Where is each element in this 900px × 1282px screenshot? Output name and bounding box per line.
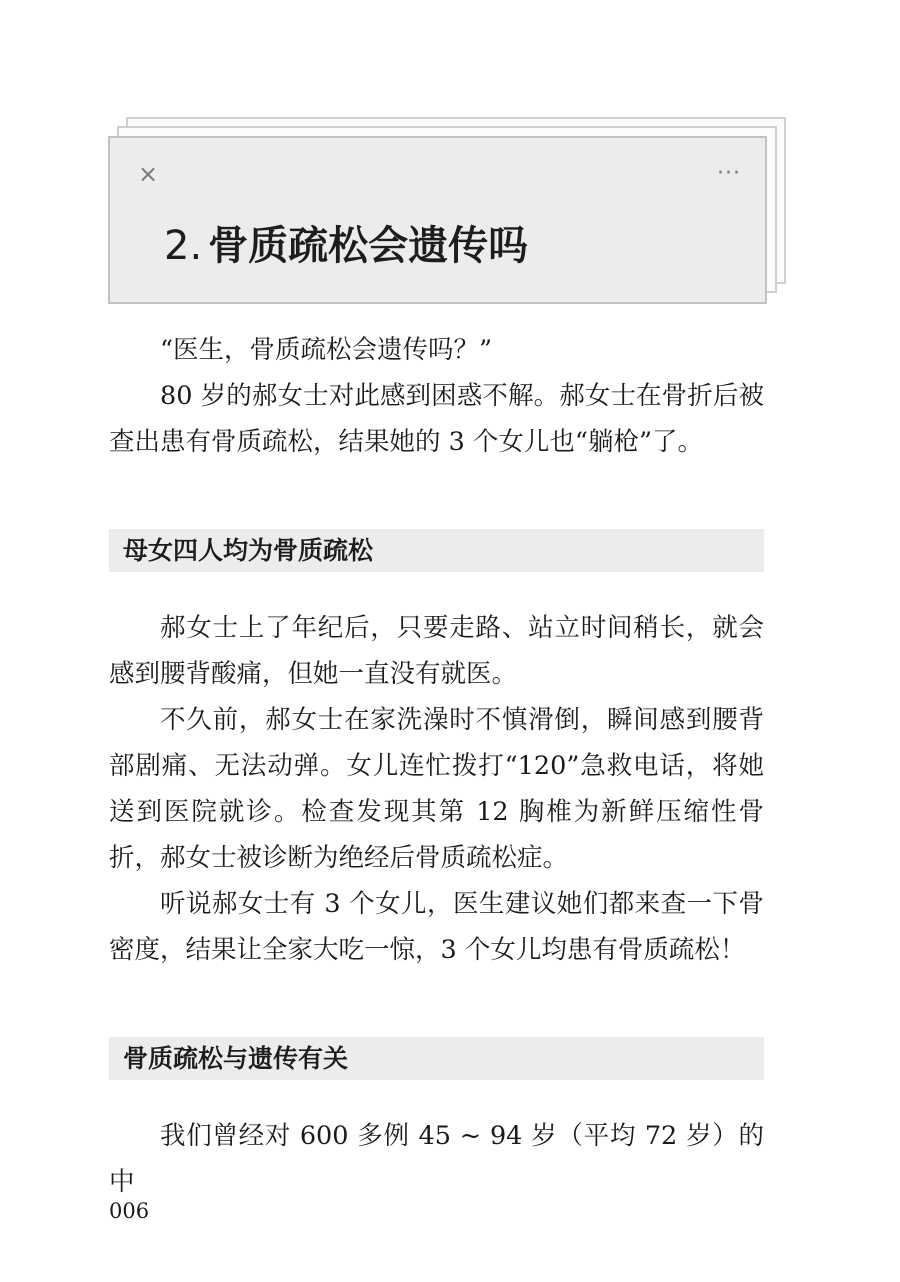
section-heading-bar [109,1037,764,1080]
section-heading: 母女四人均为骨质疏松 [123,536,374,565]
intro-paragraph: 80 岁的郝女士对此感到困惑不解。郝女士在骨折后被查出患有骨质疏松，结果她的 3 个女儿也“躺枪”了。 [109,381,764,457]
section-heading-bar [109,529,764,572]
chapter-title [164,220,528,272]
chapter-title-text: 骨质疏松会遗传吗 [208,223,529,269]
section-heading: 骨质疏松与遗传有关 [123,1044,349,1073]
chapter-title-card [108,136,767,304]
more-options-icon[interactable]: ··· [717,161,741,186]
chapter-number: 2. [164,223,203,269]
body-paragraph: 不久前，郝女士在家洗澡时不慎滑倒，瞬间感到腰背部剧痛、无法动弹。女儿连忙拨打“120”急救电话，将她送到医院就诊。检查发现其第 12 胸椎为新鲜压缩性骨折，郝女士被诊断为绝经后骨质疏松症。 [109,705,764,873]
body-paragraph: 我们曾经对 600 多例 45 ~ 94 岁（平均 72 岁）的中 [109,1121,764,1197]
intro-quote: “医生，骨质疏松会遗传吗？” [160,335,493,365]
body-paragraph: 郝女士上了年纪后，只要走路、站立时间稍长，就会感到腰背酸痛，但她一直没有就医。 [109,613,764,689]
page-number: 006 [109,1199,150,1223]
body-paragraph: 听说郝女士有 3 个女儿，医生建议她们都来查一下骨密度，结果让全家大吃一惊，3 个女儿均患有骨质疏松！ [109,889,764,965]
close-icon[interactable]: × [137,160,159,188]
